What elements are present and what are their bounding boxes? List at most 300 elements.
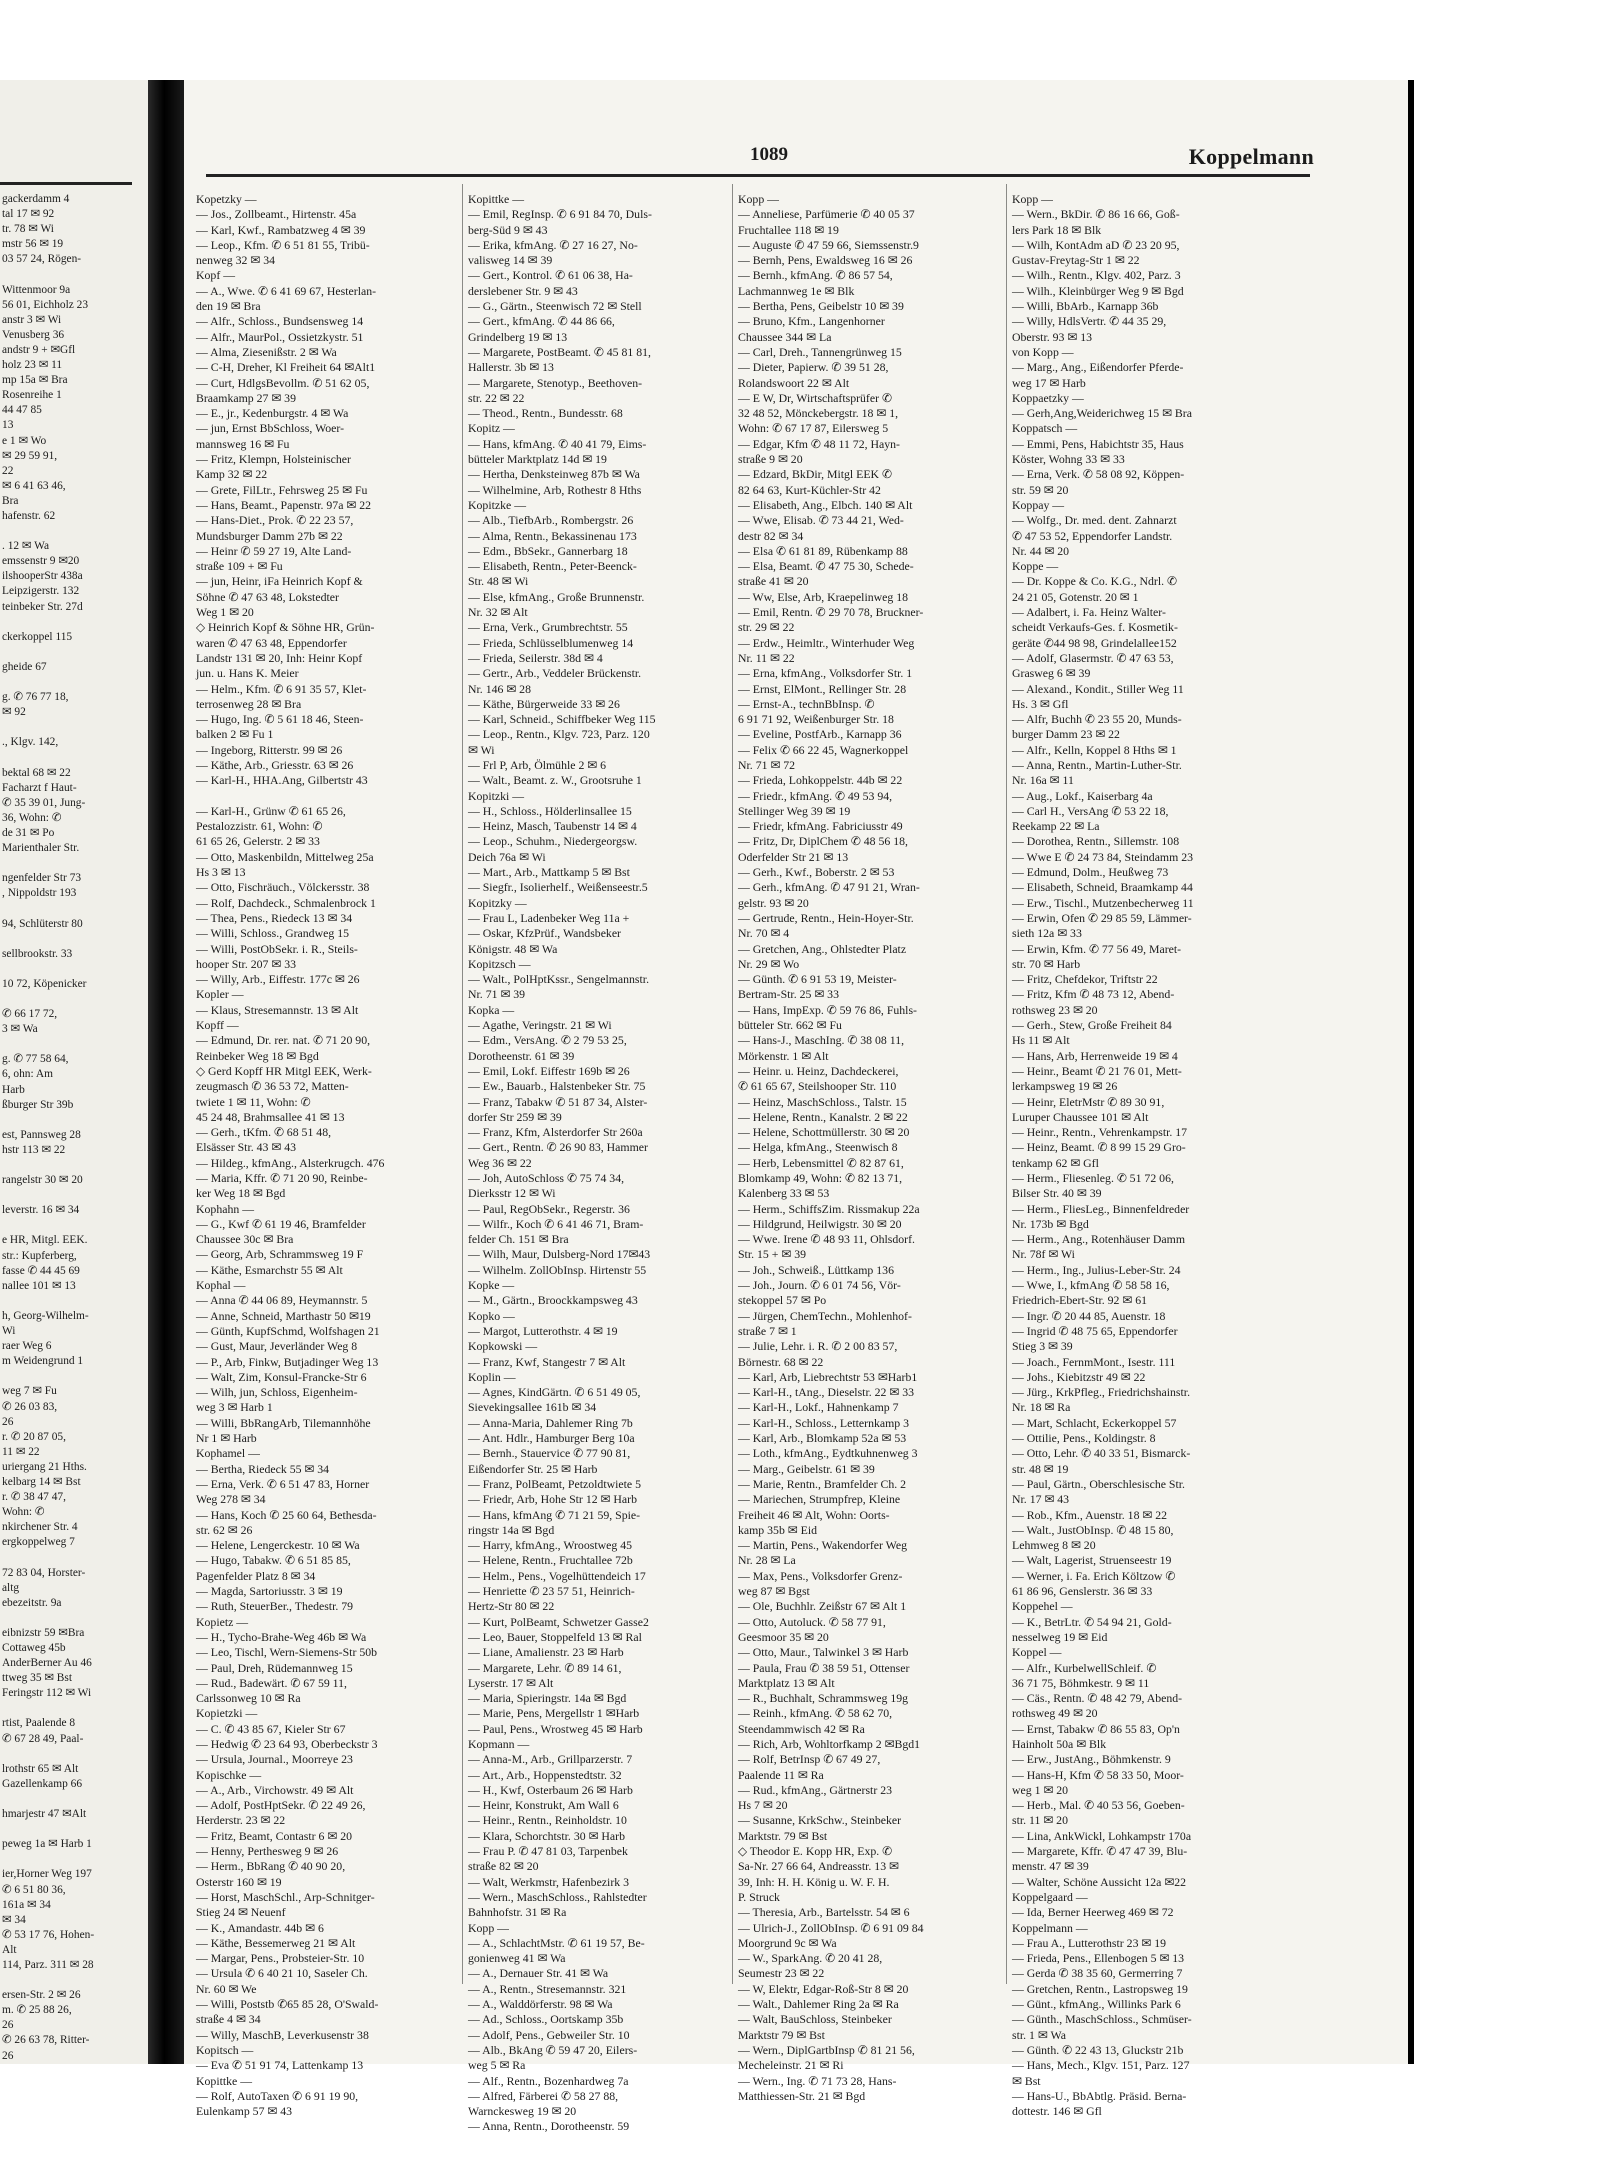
directory-entry: dottestr. 146 ✉ Gfl [1012, 2104, 1102, 2119]
directory-entry: — Alfr., Kelln, Koppel 8 Hths ✉ 1 [1012, 742, 1177, 757]
left-page-fragment [0, 80, 148, 2064]
directory-entry: — Theod., Rentn., Bundesstr. 68 [468, 406, 623, 421]
directory-entry: — Oskar, KfzPrüf., Wandsbeker [468, 926, 621, 941]
directory-entry: Nr 1 ✉ Harb [196, 1431, 257, 1446]
directory-entry: — Agathe, Veringstr. 21 ✉ Wi [468, 1018, 612, 1033]
directory-entry: — Anna-M., Arb., Grillparzerstr. 7 [468, 1752, 633, 1767]
directory-entry: Chaussee 344 ✉ La [738, 329, 832, 344]
directory-entry: gackerdamm 4 [2, 193, 70, 205]
directory-entry: — Elsa, Beamt. ✆ 47 75 30, Schede- [738, 559, 914, 574]
directory-entry: — Ernst, Tabakw ✆ 86 55 83, Op'n [1012, 1721, 1180, 1736]
directory-entry: Koppelgaard — [1012, 1889, 1088, 1904]
directory-entry: sellbrookstr. 33 [2, 947, 73, 960]
directory-entry: — Wern., BkDir. ✆ 86 16 66, Goß- [1012, 207, 1180, 222]
directory-entry: — Leop., Schuhm., Niedergeorgsw. [468, 834, 638, 849]
directory-entry: Grasweg 6 ✉ 39 [1012, 666, 1091, 681]
directory-entry: — Wilh, jun, Schloss, Eigenheim- [196, 1385, 358, 1400]
directory-entry: — Wwe, I., kfmAng ✆ 58 58 16, [1012, 1278, 1170, 1293]
directory-entry: — Loth., kfmAng., Eydtkuhnenweg 3 [738, 1446, 918, 1461]
directory-entry: — Erwin, Kfm. ✆ 77 56 49, Maret- [1012, 941, 1182, 956]
column-divider [732, 184, 733, 1984]
directory-entry: Kopf — [196, 268, 235, 283]
directory-entry: Kophamel — [196, 1446, 260, 1461]
directory-entry: Chaussee 30c ✉ Bra [196, 1232, 294, 1247]
directory-entry: — Heinr., Beamt ✆ 21 76 01, Mett- [1012, 1063, 1182, 1078]
directory-entry: — Rud., kfmAng., Gärtnerstr 23 [738, 1782, 892, 1797]
directory-entry: Geesmoor 35 ✉ 20 [738, 1629, 829, 1644]
directory-entry: Blomkamp 49, Wohn: ✆ 82 13 71, [738, 1171, 903, 1185]
directory-entry: — Alma, Ziesenißstr. 2 ✉ Wa [196, 344, 337, 359]
directory-entry: ckerkoppel 115 [2, 630, 73, 643]
directory-entry: hmarjestr 47 ✉Alt [2, 1808, 87, 1821]
directory-entry: — Thea, Pens., Riedeck 13 ✉ 34 [196, 910, 353, 925]
directory-entry: Koppay — [1012, 497, 1065, 512]
directory-entry: — Herm., Fliesenleg. ✆ 51 72 06, [1012, 1171, 1174, 1185]
directory-entry: — Paul, RegObSekr., Regerstr. 36 [468, 1201, 630, 1216]
directory-entry: — Käthe, Bessemerweg 21 ✉ Alt [196, 1935, 356, 1950]
directory-entry: — Klara, Schorchtstr. 30 ✉ Harb [468, 1828, 625, 1843]
directory-entry: weg 1 ✉ 20 [1012, 1782, 1069, 1797]
directory-entry [2, 615, 146, 630]
directory-entry: Eißendorfer Str. 25 ✉ Harb [468, 1461, 598, 1476]
directory-entry: ◇ Theodor E. Kopp HR, Exp. ✆ [738, 1844, 893, 1859]
directory-entry: str.: Kupferberg, [2, 1249, 77, 1262]
directory-entry: — Willy, HdlsVertr. ✆ 44 35 29, [1012, 314, 1167, 329]
directory-entry: — Fritz, Chefdekor, Triftstr 22 [1012, 972, 1158, 987]
directory-entry: — Anna, Rentn., Martin-Luther-Str. [1012, 757, 1182, 772]
directory-entry: — Hans-U., BbAbtlg. Präsid. Berna- [1012, 2088, 1187, 2103]
directory-entry: Mecheleinstr. 21 ✉ Ri [738, 2058, 844, 2073]
directory-entry: — G., Kwf ✆ 61 19 46, Bramfelder [196, 1216, 366, 1231]
directory-entry: Kophal — [196, 1278, 246, 1293]
directory-entry: — Paula, Frau ✆ 38 59 51, Ottenser [738, 1660, 910, 1675]
directory-entry: den 19 ✉ Bra [196, 299, 261, 314]
directory-entry: — Helene, Schottmüllerstr. 30 ✉ 20 [738, 1125, 910, 1140]
directory-entry: — Herm., SchiffsZim. Rissmakup 22a [738, 1201, 920, 1216]
directory-entry: — Wolfg., Dr. med. dent. Zahnarzt [1012, 513, 1177, 528]
directory-entry: — Hans-J., MaschIng. ✆ 38 08 11, [738, 1033, 905, 1048]
directory-entry [2, 267, 146, 282]
directory-entry: — Erna, Verk., Grumbrechtstr. 55 [468, 620, 628, 635]
directory-entry: Dierksstr 12 ✉ Wi [468, 1186, 556, 1201]
directory-entry: 22 [2, 464, 14, 477]
directory-entry: — Erika, kfmAng. ✆ 27 16 27, No- [468, 237, 638, 252]
directory-entry: weg 3 ✉ Harb 1 [196, 1400, 273, 1415]
directory-entry: — Walt, Zim, Konsul-Francke-Str 6 [196, 1369, 367, 1384]
directory-entry: — Ingr. ✆ 20 44 85, Auenstr. 18 [1012, 1308, 1166, 1323]
directory-entry: — Karl-H., Schloss., Letternkamp 3 [738, 1415, 910, 1430]
directory-entry: — Mariechen, Strumpfrep, Kleine [738, 1492, 901, 1507]
directory-entry: hooper Str. 207 ✉ 33 [196, 956, 296, 971]
directory-entry: — Karl-H., HHA.Ang, Gilbertstr 43 [196, 773, 368, 788]
directory-entry: — Wilhelm. ZollObInsp. Hirtenstr 55 [468, 1262, 647, 1277]
directory-entry: Deich 76a ✉ Wi [468, 849, 546, 864]
directory-entry: — Alfr., MaurPol., Ossietzkystr. 51 [196, 329, 364, 344]
directory-entry: Hs 7 ✉ 20 [738, 1798, 788, 1813]
directory-entry: — Anna, Rentn., Dorotheenstr. 59 [468, 2119, 630, 2134]
directory-entry: von Kopp — [1012, 344, 1074, 359]
directory-entry: — Alb., TiefbArb., Rombergstr. 26 [468, 513, 634, 528]
directory-entry: Marktstr. 79 ✉ Bst [738, 1828, 828, 1843]
directory-entry: Hainholt 50a ✉ Blk [1012, 1736, 1107, 1751]
directory-entry: 61 86 96, Genslerstr. 36 ✉ 33 [1012, 1584, 1153, 1599]
directory-entry: — Franz, Kwf, Stangestr 7 ✉ Alt [468, 1354, 626, 1369]
directory-entry: kelbarg 14 ✉ Bst [2, 1475, 81, 1488]
directory-entry: — Dr. Koppe & Co. K.G., Ndrl. ✆ [1012, 574, 1177, 589]
directory-entry: weg 5 ✉ Ra [468, 2058, 526, 2073]
directory-entry: Kopp — [1012, 192, 1053, 206]
directory-entry [2, 1037, 146, 1052]
directory-entry: waren ✆ 47 63 48, Eppendorfer [196, 635, 347, 650]
directory-entry: Nr. 28 ✉ La [738, 1553, 796, 1568]
directory-entry: twiete 1 ✉ 11, Wohn: ✆ [196, 1094, 311, 1109]
directory-entry: — A., Dernauer Str. 41 ✉ Wa [468, 1966, 609, 1981]
directory-entry: — Herm., BbRang ✆ 40 90 20, [196, 1859, 346, 1874]
directory-entry [2, 1822, 146, 1837]
directory-entry: Feringstr 112 ✉ Wi [2, 1687, 92, 1700]
directory-entry: — Karl-H., Lokf., Hahnenkamp 7 [738, 1400, 899, 1415]
directory-entry [2, 1852, 146, 1867]
directory-entry: — Gretchen, Ang., Ohlstedter Platz [738, 941, 907, 956]
directory-entry: — Gertrude, Rentn., Hein-Hoyer-Str. [738, 910, 914, 925]
directory-entry: burger Damm 23 ✉ 22 [1012, 727, 1120, 742]
directory-entry: 72 83 04, Horster- [2, 1566, 86, 1579]
directory-entry: — Jürgen, ChemTechn., Mohlenhof- [738, 1308, 912, 1323]
directory-entry [2, 645, 146, 660]
directory-entry: — Margarete, Stenotyp., Beethoven- [468, 375, 643, 390]
directory-entry: Nr. 71 ✉ 72 [738, 757, 796, 772]
directory-entry: 39, Inh: H. H. König u. W. F. H. [738, 1874, 890, 1889]
directory-entry: — Anna ✆ 44 06 89, Heymannstr. 5 [196, 1293, 368, 1308]
directory-entry: Gustav-Freytag-Str 1 ✉ 22 [1012, 253, 1140, 268]
directory-entry: dorfer Str 259 ✉ 39 [468, 1109, 562, 1124]
directory-entry: — Maria, Kffr. ✆ 71 20 90, Reinbe- [196, 1171, 368, 1185]
directory-entry: — Rob., Kfm., Auenstr. 18 ✉ 22 [1012, 1507, 1168, 1522]
directory-entry: — Ruth, SteuerBer., Thedestr. 79 [196, 1599, 354, 1614]
directory-entry: Kopitzky — [468, 895, 527, 910]
directory-entry: Kopitsch — [196, 2042, 254, 2057]
directory-entry: tenkamp 62 ✉ Gfl [1012, 1155, 1099, 1170]
directory-entry: — Herb, Lebensmittel ✆ 82 87 61, [738, 1155, 904, 1170]
directory-entry: — Martin, Pens., Wakendorfer Weg [738, 1538, 908, 1553]
directory-entry: — Joh., Journ. ✆ 6 01 74 56, Vör- [738, 1278, 901, 1293]
directory-entry: lerkampsweg 19 ✉ 26 [1012, 1079, 1118, 1094]
directory-entry: — Alfred, Färberei ✆ 58 27 88, [468, 2088, 619, 2103]
directory-entry: — Margot, Lutterothstr. 4 ✉ 19 [468, 1323, 618, 1338]
directory-entry: Stieg 3 ✉ 39 [1012, 1339, 1073, 1354]
directory-entry: — Curt, HdlgsBevollm. ✆ 51 62 05, [196, 375, 370, 390]
directory-entry: — Edgar, Kfm ✆ 48 11 72, Hayn- [738, 436, 900, 451]
directory-entry: Leipzigerstr. 132 [2, 585, 80, 598]
directory-entry: raer Weg 6 [2, 1340, 52, 1353]
directory-entry: — Alfr, Buchh ✆ 23 55 20, Munds- [1012, 712, 1182, 727]
directory-entry [2, 750, 146, 765]
directory-entry: — Rolf, Dachdeck., Schmalenbrock 1 [196, 895, 376, 910]
directory-entry: — Hans, Beamt., Papenstr. 97a ✉ 22 [196, 497, 372, 512]
directory-entry: ✆ 26 63 78, Ritter- [2, 2034, 90, 2047]
directory-entry: — Walt., PolHptKssr., Sengelmannstr. [468, 972, 650, 987]
directory-entry: — Emmi, Pens, Habichtstr 35, Haus [1012, 436, 1184, 451]
directory-entry: — E., jr., Kedenburgstr. 4 ✉ Wa [196, 406, 349, 421]
directory-entry: — P., Arb, Finkw, Butjadinger Weg 13 [196, 1354, 379, 1369]
directory-entry: — Alexand., Kondit., Stiller Weg 11 [1012, 681, 1184, 696]
directory-entry: — Else, kfmAng., Große Brunnenstr. [468, 589, 645, 604]
directory-entry: — A., Rentn., Stresemannstr. 321 [468, 1981, 627, 1996]
directory-entry: straße 4 ✉ 34 [196, 2012, 261, 2027]
directory-entry: — Gert., Rentn. ✆ 26 90 83, Hammer [468, 1140, 648, 1155]
directory-entry: str. 70 ✉ Harb [1012, 956, 1081, 971]
directory-entry: Königstr. 48 ✉ Wa [468, 941, 558, 956]
directory-entry: str. 22 ✉ 22 [468, 390, 525, 405]
directory-entry: — Heinr, Konstrukt, Am Wall 6 [468, 1798, 619, 1813]
directory-entry: — Edmund, Dolm., Heußweg 73 [1012, 865, 1169, 880]
directory-entry: — Gerda ✆ 38 35 60, Germerring 7 [1012, 1966, 1183, 1981]
directory-entry: Reinbeker Weg 18 ✉ Bgd [196, 1048, 319, 1063]
directory-entry: 114, Parz. 311 ✉ 28 [2, 1958, 94, 1971]
directory-entry: — Günt., kfmAng., Willinks Park 6 [1012, 1997, 1181, 2012]
directory-entry: Sa-Nr. 27 66 64, Andreasstr. 13 ✉ [738, 1859, 899, 1874]
directory-entry: — Ernst, ElMont., Rellinger Str. 28 [738, 681, 907, 696]
directory-entry: anstr 3 ✉ Wi [2, 313, 62, 326]
directory-entry: nenweg 32 ✉ 34 [196, 253, 276, 268]
directory-entry: ✉ 34 [2, 1913, 26, 1926]
directory-entry: — Gerh., Kwf., Boberstr. 2 ✉ 53 [738, 865, 895, 880]
directory-entry: — Carl, Dreh., Tannengrünweg 15 [738, 344, 902, 359]
directory-entry [2, 856, 146, 871]
directory-entry: — Hedwig ✆ 23 64 93, Oberbeckstr 3 [196, 1736, 378, 1751]
directory-entry: — Gerh,Ang,Weiderichweg 15 ✉ Bra [1012, 406, 1192, 421]
directory-entry: Nr. 146 ✉ 28 [468, 681, 531, 696]
directory-entry: Hs. 3 ✉ Gfl [1012, 696, 1069, 711]
directory-entry: — Friedr, kfmAng. Fabriciusstr 49 [738, 819, 903, 834]
directory-entry: Börnestr. 68 ✉ 22 [738, 1354, 824, 1369]
directory-entry: — Max, Pens., Volksdorfer Grenz- [738, 1568, 903, 1583]
directory-entry: Hallerstr. 3b ✉ 13 [468, 360, 554, 375]
directory-entry: Landstr 131 ✉ 20, Inh: Heinr Kopf [196, 650, 363, 665]
directory-entry: Braamkamp 27 ✉ 39 [196, 390, 296, 405]
directory-entry: Nr. 71 ✉ 39 [468, 987, 526, 1002]
directory-entry [2, 1294, 146, 1309]
directory-entry: zeugmasch ✆ 36 53 72, Matten- [196, 1079, 349, 1094]
directory-entry: rangelstr 30 ✉ 20 [2, 1174, 83, 1187]
directory-entry: — Ant. Hdlr., Hamburger Berg 10a [468, 1431, 635, 1446]
book-gutter [148, 80, 184, 2064]
directory-entry: — Wwe E ✆ 24 73 84, Steindamm 23 [1012, 849, 1194, 864]
left-page-header-rule [0, 182, 132, 185]
directory-entry: — Kurt, PolBeamt, Schwetzer Gasse2 [468, 1614, 649, 1629]
directory-entry: peweg 1a ✉ Harb 1 [2, 1838, 92, 1851]
directory-entry: Matthiessen-Str. 21 ✉ Bgd [738, 2088, 866, 2103]
directory-entry: P. Struck [738, 1889, 780, 1904]
directory-entry: — Wilh, KontAdm aD ✆ 23 20 95, [1012, 237, 1180, 252]
directory-entry: straße 9 ✉ 20 [738, 452, 803, 467]
directory-entry: lrothstr 65 ✉ Alt [2, 1762, 79, 1775]
directory-entry: — Harry, kfmAng., Wroostweg 45 [468, 1538, 632, 1553]
directory-entry: — A., Wwe. ✆ 6 41 69 67, Hesterlan- [196, 283, 377, 298]
directory-entry: tr. 78 ✉ Wi [2, 223, 54, 236]
directory-entry: Kopietz — [196, 1614, 249, 1629]
directory-entry: — Felix ✆ 66 22 45, Wagnerkoppel [738, 742, 909, 757]
directory-entry: — Walt, BauSchloss, Steinbeker [738, 2012, 892, 2027]
directory-entry: — Alfr., Schloss., Bundsensweg 14 [196, 314, 364, 329]
directory-entry: Kopp — [468, 1920, 509, 1935]
directory-entry: — Willi, PostObSekr. i. R., Steils- [196, 941, 358, 956]
directory-entry: 11 ✉ 22 [2, 1445, 40, 1458]
directory-entry: — Elsa ✆ 61 81 89, Rübenkamp 88 [738, 543, 908, 558]
directory-entry: emssenstr 9 ✉20 [2, 555, 80, 568]
directory-entry: Weg 278 ✉ 34 [196, 1492, 266, 1507]
directory-entry: Kopmann — [468, 1736, 530, 1751]
directory-entry: — Franz, Tabakw ✆ 51 87 34, Alster- [468, 1094, 648, 1109]
directory-entry: — Adalbert, i. Fa. Heinz Walter- [1012, 605, 1166, 620]
directory-entry: — Werner, i. Fa. Erich Költzow ✆ [1012, 1568, 1176, 1583]
directory-entry: Grindelberg 19 ✉ 13 [468, 329, 568, 344]
directory-entry: str. 62 ✉ 26 [196, 1522, 253, 1537]
directory-entry: — Frau L, Ladenbeker Weg 11a + [468, 910, 630, 925]
directory-entry: — Franz, Kfm, Alsterdorfer Str 260a [468, 1125, 643, 1140]
directory-entry: m Weidengrund 1 [2, 1355, 84, 1368]
directory-entry: — Gretchen, Rentn., Lastropsweg 19 [1012, 1981, 1188, 1996]
directory-entry: Kopitz — [468, 421, 515, 436]
directory-entry: Kopff — [196, 1018, 239, 1033]
directory-entry: Hs 3 ✉ 13 [196, 865, 246, 880]
directory-entry: Kopp — [738, 192, 779, 206]
directory-entry: str. 1 ✉ Wa [1012, 2027, 1066, 2042]
directory-entry: — Hans, Mech., Klgv. 151, Parz. 127 [1012, 2058, 1190, 2073]
directory-entry: — A., Arb., Virchowstr. 49 ✉ Alt [196, 1782, 354, 1797]
directory-entry: — M., Gärtn., Broockkampsweg 43 [468, 1293, 638, 1308]
directory-entry: — Käthe, Bürgerweide 33 ✉ 26 [468, 696, 620, 711]
directory-entry: — Margar, Pens., Probsteier-Str. 10 [196, 1951, 365, 1966]
directory-entry: 24 21 05, Gotenstr. 20 ✉ 1 [1012, 589, 1139, 604]
directory-entry: — E W, Dr, Wirtschaftsprüfer ✆ [738, 390, 892, 405]
directory-entry [2, 1218, 146, 1233]
directory-entry [2, 1369, 146, 1384]
directory-entry: — Heinr., Rentn., Reinholdstr. 10 [468, 1813, 627, 1828]
directory-entry: — C-H, Dreher, Kl Freiheit 64 ✉Alt1 [196, 360, 376, 375]
directory-entry: weg 7 ✉ Fu [2, 1385, 57, 1398]
directory-entry: Sievekingsallee 161b ✉ 34 [468, 1400, 597, 1415]
directory-entry: uriergang 21 Hths. [2, 1460, 87, 1473]
directory-entry: — Hildgrund, Heilwigstr. 30 ✉ 20 [738, 1216, 902, 1231]
directory-entry: scheidt Verkaufs-Ges. f. Kosmetik- [1012, 620, 1178, 635]
directory-entry: Pestalozzistr. 61, Wohn: ✆ [196, 819, 323, 834]
directory-entry: — Wilh, Maur, Dulsberg-Nord 17✉43 [468, 1247, 651, 1262]
directory-entry: — Siegfr., Isolierhelf., Weißenseestr.5 [468, 880, 648, 895]
directory-entry [2, 1973, 146, 1988]
directory-entry [2, 1158, 146, 1173]
directory-entry: Wohn: ✆ 67 17 87, Eilersweg 5 [738, 421, 889, 436]
directory-entry: — C. ✆ 43 85 67, Kieler Str 67 [196, 1721, 346, 1736]
directory-entry: h, Georg-Wilhelm- [2, 1309, 89, 1322]
directory-entry: Nr. 32 ✉ Alt [468, 605, 528, 620]
directory-entry: — Anne, Schneid, Marthastr 50 ✉19 [196, 1308, 371, 1323]
directory-entry: Nr. 11 ✉ 22 [738, 650, 795, 665]
directory-entry: Dorotheenstr. 61 ✉ 39 [468, 1048, 575, 1063]
directory-entry: — Joh., Schweiß., Lüttkamp 136 [738, 1262, 894, 1277]
directory-entry: — Erw., Tischl., Mutzenbecherweg 11 [1012, 895, 1194, 910]
directory-entry: balken 2 ✉ Fu 1 [196, 727, 274, 742]
directory-entry: — Gert., kfmAng. ✆ 44 86 66, [468, 314, 615, 329]
directory-entry: — Leop., Kfm. ✆ 6 51 81 55, Tribü- [196, 237, 370, 252]
directory-entry: — jun, Heinr, iFa Heinrich Kopf & [196, 574, 363, 589]
directory-entry [2, 524, 146, 539]
directory-entry: — jun, Ernst BbSchloss, Woer- [196, 421, 345, 436]
directory-entry: Alt [2, 1943, 17, 1956]
directory-entry: ✆ 35 39 01, Jung- [2, 796, 86, 809]
directory-entry: — Willi, BbRangArb, Tilemannhöhe [196, 1415, 371, 1430]
directory-entry: — Bertha, Riedeck 55 ✉ 34 [196, 1461, 330, 1476]
directory-entry: — Karl, Schneid., Schiffbeker Weg 115 [468, 712, 656, 727]
directory-entry: 56 01, Eichholz 23 [2, 298, 89, 311]
directory-entry: — Paul, Pens., Wrostweg 45 ✉ Harb [468, 1721, 643, 1736]
directory-entry: — Fritz, Dr, DiplChem ✆ 48 56 18, [738, 834, 908, 849]
directory-entry: — Alfr., KurbelwellSchleif. ✆ [1012, 1660, 1157, 1675]
directory-entry: — Wilh., Kleinbürger Weg 9 ✉ Bgd [1012, 283, 1184, 298]
directory-entry: — Emil, Rentn. ✆ 29 70 78, Bruckner- [738, 605, 924, 620]
directory-entry: ✆ 66 17 72, [2, 1008, 58, 1021]
directory-entry: — H., Kwf, Osterbaum 26 ✉ Harb [468, 1782, 633, 1797]
directory-entry [196, 789, 458, 804]
directory-entry: Söhne ✆ 47 63 48, Lokstedter [196, 589, 339, 604]
directory-entry: Lachmannweg 1e ✉ Blk [738, 283, 855, 298]
directory-entry: Kopittke — [196, 2073, 253, 2088]
directory-entry: — Elisabeth, Ang., Elbch. 140 ✉ Alt [738, 497, 913, 512]
directory-entry: — Bernh, Pens, Ewaldsweg 16 ✉ 26 [738, 253, 913, 268]
directory-entry: geräte ✆44 98 98, Grindelallee152 [1012, 635, 1177, 650]
directory-entry: Nr. 60 ✉ We [196, 1981, 257, 1996]
directory-entry: — Adolf, PostHptSekr. ✆ 22 49 26, [196, 1798, 366, 1813]
directory-entry: — Joh, AutoSchloss ✆ 75 74 34, [468, 1171, 625, 1185]
directory-entry: — Hans, kfmAng. ✆ 40 41 79, Eims- [468, 436, 647, 451]
directory-entry: — Helga, kfmAng., Steenwisch 8 [738, 1140, 898, 1155]
directory-entry: — Cäs., Rentn. ✆ 48 42 79, Abend- [1012, 1691, 1183, 1706]
directory-entry: Kopkowski — [468, 1339, 538, 1354]
directory-entry: ✆ 67 28 49, Paal- [2, 1732, 84, 1745]
directory-entry: Nr. 78f ✉ Wi [1012, 1247, 1075, 1262]
directory-entry: — Jos., Zollbeamt., Hirtenstr. 45a [196, 207, 357, 222]
directory-entry: Freiheit 46 ✉ Alt, Wohn: Oorts- [738, 1507, 890, 1522]
directory-entry: — Edm., BbSekr., Gannerbarg 18 [468, 543, 628, 558]
directory-entry: — Hildeg., kfmAng., Alsterkrugch. 476 [196, 1155, 385, 1170]
page-number: 1089 [750, 144, 788, 165]
directory-entry: — Käthe, Esmarchstr 55 ✉ Alt [196, 1262, 343, 1277]
directory-entry: Eulenkamp 57 ✉ 43 [196, 2104, 293, 2119]
directory-entry: 61 65 26, Gelerstr. 2 ✉ 33 [196, 834, 320, 849]
directory-entry: — Frieda, Schlüsselblumenweg 14 [468, 635, 634, 650]
directory-entry: Bertram-Str. 25 ✉ 33 [738, 987, 839, 1002]
directory-entry: — Bertha, Pens, Geibelstr 10 ✉ 39 [738, 299, 904, 314]
directory-entry: straße 41 ✉ 20 [738, 574, 809, 589]
directory-entry: — Heinr, EletrMstr ✆ 89 30 91, [1012, 1094, 1165, 1109]
directory-entry: bütteler Str. 662 ✉ Fu [738, 1018, 842, 1033]
directory-entry: — Elisabeth, Schneid, Braamkamp 44 [1012, 880, 1193, 895]
directory-entry: Marktplatz 13 ✉ Alt [738, 1675, 835, 1690]
directory-entry: — Agnes, KindGärtn. ✆ 6 51 49 05, [468, 1385, 641, 1400]
directory-entry: — Leop., Rentn., Klgv. 723, Parz. 120 [468, 727, 650, 742]
directory-entry: r. ✆ 20 87 05, [2, 1430, 66, 1443]
directory-entry: — Fritz, Beamt, Contastr 6 ✉ 20 [196, 1828, 353, 1843]
column-divider [1006, 184, 1007, 1984]
directory-entry: 26 [2, 2049, 14, 2062]
directory-entry: e HR, Mitgl. EEK. [2, 1234, 88, 1247]
directory-entry: — Franz, PolBeamt, Petzoldtwiete 5 [468, 1476, 641, 1491]
directory-entry: ringstr 14a ✉ Bgd [468, 1522, 555, 1537]
directory-entry: Pagenfelder Platz 8 ✉ 34 [196, 1568, 316, 1583]
directory-entry: — Helene, Rentn., Fruchtallee 72b [468, 1553, 633, 1568]
directory-entry: — Frl P, Arb, Ölmühle 2 ✉ 6 [468, 757, 607, 772]
directory-entry: eibnizstr 59 ✉Bra [2, 1626, 85, 1639]
